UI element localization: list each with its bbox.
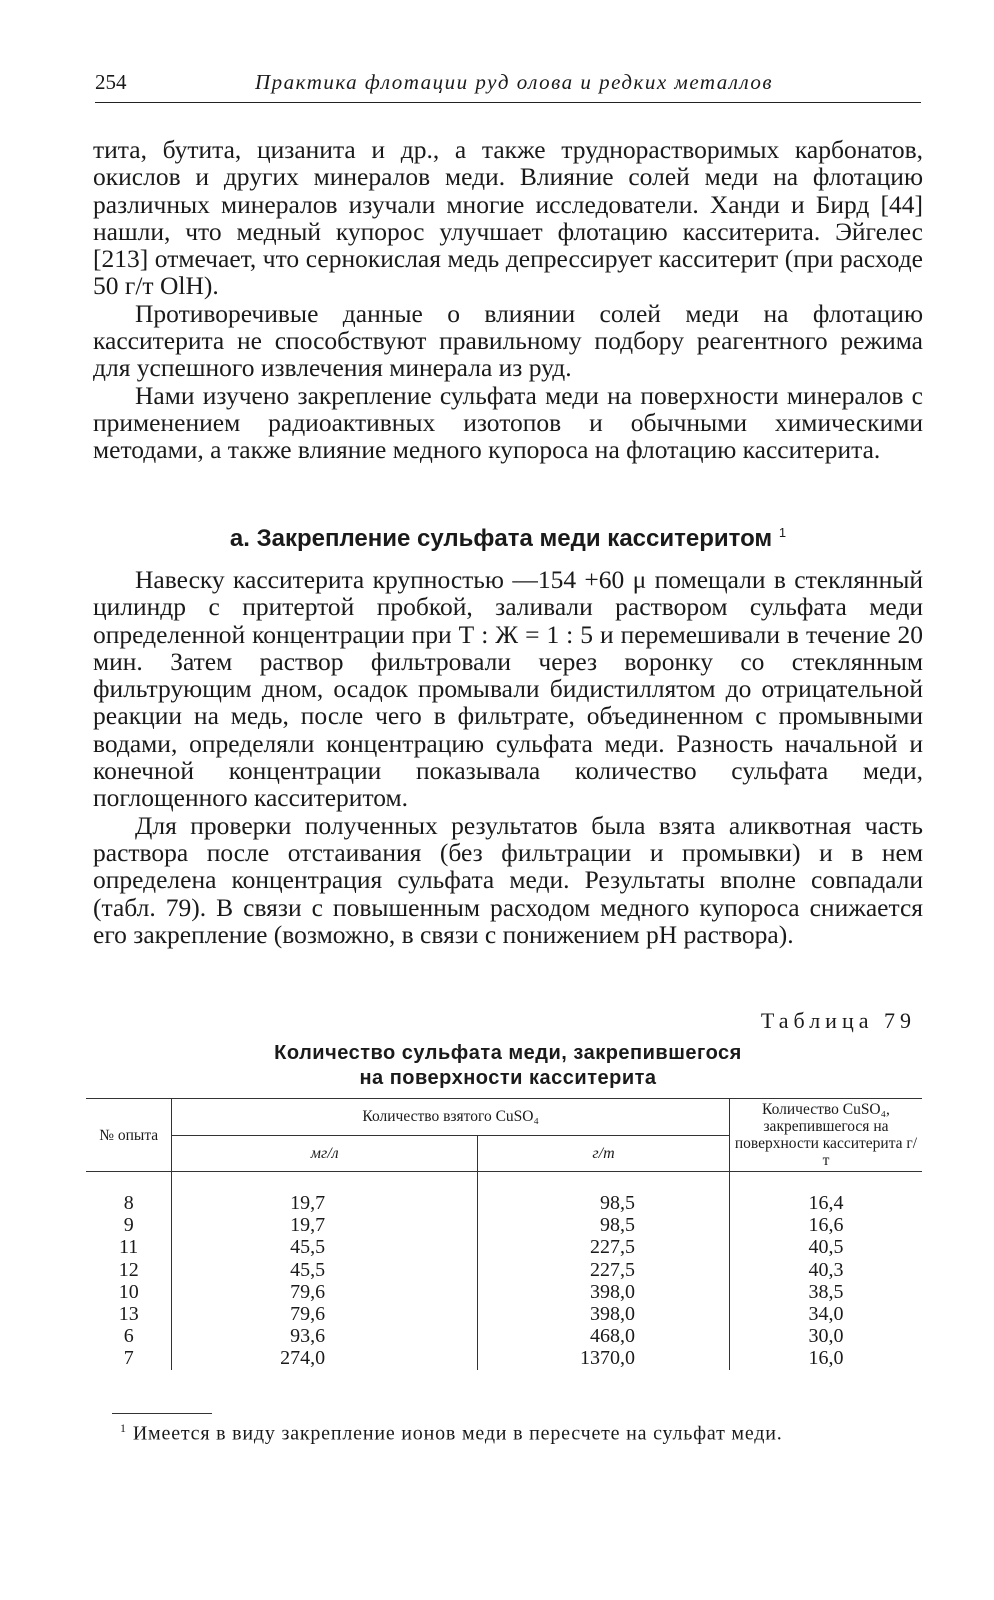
cell-fixed: 34,0 <box>729 1303 922 1325</box>
cell-mg-l: 93,6 <box>172 1325 478 1347</box>
paragraph: Навеску касситерита крупностью —154 +60 μ помещали в стеклянный цилиндр с притертой пробкой, заливали раствором сульфата меди определенной концентрации при Т : Ж = 1 : 5 и перемешивали в течение 20 мин. Затем раствор фильтровали через воронку со стеклянным фильтрующим дном, осадок промывали бидистиллятом до отрицательной реакции на медь, после чего в фильтрате, объединенном с промывными водами, определяли концентрацию сульфата меди. Разность начальной и конечной концентрации показывала количество сульфата меди, поглощенного касситеритом. <box>93 565 923 813</box>
paragraph: Для проверки полученных результатов была взята аликвотная часть раствора после отстаивания (без фильтрации и промывки) и в нем определена концентрация сульфата меди. Результаты вполне совпадали (табл. 79). В связи с повышенным расходом медного купороса снижается его закрепление (возможно, в связи с понижением pH раствора). <box>93 810 923 949</box>
cell-experiment: 8 <box>123 1192 134 1214</box>
cell-g-t: 1370,0 <box>478 1347 730 1369</box>
intro-text <box>93 136 923 464</box>
cell-mg-l: 79,6 <box>172 1281 478 1303</box>
cell-g-t: 398,0 <box>478 1281 730 1303</box>
paragraph: Нами изучено закрепление сульфата меди на поверхности минералов с применением радиоактивных изотопов и обычными химическими методами, а также влияние медного купороса на флотацию касситерита. <box>93 380 923 465</box>
cell-g-t: 227,5 <box>478 1236 730 1258</box>
cell-g-t: 98,5 <box>478 1172 730 1215</box>
table-row <box>86 1172 922 1215</box>
footnote <box>120 1421 920 1446</box>
table-row <box>86 1236 922 1258</box>
cell-g-t: 98,5 <box>478 1214 730 1236</box>
header-g-t: г/т <box>478 1135 730 1172</box>
cell-g-t: 468,0 <box>478 1325 730 1347</box>
cell-mg-l: 45,5 <box>172 1259 478 1281</box>
cell-mg-l: 19,7 <box>172 1172 478 1215</box>
table-row <box>86 1325 922 1347</box>
header-taken-group: Количество взятого CuSO₄ <box>172 1099 730 1136</box>
section-heading <box>93 525 923 553</box>
footnote-reference: 1 <box>778 525 787 540</box>
paragraph: Противоречивые данные о влиянии солей меди на флотацию касситерита не способствуют правильному подбору реагентного режима для успешного извлечения минерала из руд. <box>93 298 923 383</box>
cell-experiment: 11 <box>119 1236 139 1259</box>
cell-experiment: 13 <box>118 1303 139 1326</box>
cell-experiment: 7 <box>123 1347 134 1370</box>
running-head <box>95 62 921 103</box>
table-body <box>86 1172 922 1370</box>
table-caption <box>93 1041 923 1091</box>
cell-experiment: 10 <box>118 1280 139 1303</box>
cell-g-t: 398,0 <box>478 1303 730 1325</box>
table-row <box>86 1281 922 1303</box>
section-text <box>93 566 923 948</box>
page-number: 254 <box>95 70 127 94</box>
running-title: Практика флотации руд олова и редких металлов <box>255 70 773 94</box>
footnote-text: Имеется в виду закрепление ионов меди в пересчете на сульфат меди. <box>132 1422 783 1445</box>
cell-g-t: 227,5 <box>478 1259 730 1281</box>
table-row <box>86 1214 922 1236</box>
cell-experiment: 12 <box>118 1258 139 1281</box>
table-label: Таблица 79 <box>760 1008 916 1033</box>
header-fixed: Количество CuSO₄, закрепившегося на поверхности касситерита г/т <box>729 1099 922 1172</box>
cell-mg-l: 274,0 <box>172 1347 478 1369</box>
cell-fixed: 16,6 <box>729 1214 922 1236</box>
header-mg-l: мг/л <box>172 1135 478 1172</box>
cell-fixed: 30,0 <box>729 1325 922 1347</box>
cell-fixed: 38,5 <box>729 1281 922 1303</box>
table-caption-line: на поверхности касситерита <box>359 1067 657 1089</box>
cell-fixed: 40,5 <box>729 1236 922 1258</box>
cell-mg-l: 79,6 <box>172 1303 478 1325</box>
cell-mg-l: 45,5 <box>172 1236 478 1258</box>
data-table <box>86 1098 922 1370</box>
table-row <box>86 1259 922 1281</box>
cell-fixed: 16,0 <box>729 1347 922 1369</box>
header-experiment: № опыта <box>86 1099 172 1172</box>
table-caption-line: Количество сульфата меди, закрепившегося <box>274 1042 742 1064</box>
section-heading-text: а. Закрепление сульфата меди касситеритом <box>229 525 773 552</box>
cell-experiment: 9 <box>123 1214 134 1237</box>
footnote-rule <box>112 1413 212 1414</box>
cell-experiment: 6 <box>123 1325 134 1348</box>
table-row <box>86 1347 922 1369</box>
cell-mg-l: 19,7 <box>172 1214 478 1236</box>
cell-fixed: 16,4 <box>729 1172 922 1215</box>
paragraph: тита, бутита, цизанита и др., а также труднорастворимых карбонатов, окислов и других минералов меди. Влияние солей меди на флотацию различных минералов изучали многие исследователи. Ханди и Бирд [44] нашли, что медный купорос улучшает флотацию касситерита. Эйгелес [213] отмечает, что сернокислая медь депрессирует касситерит (при расходе 50 г/т OlH). <box>93 135 923 301</box>
table-row <box>86 1303 922 1325</box>
cell-fixed: 40,3 <box>729 1259 922 1281</box>
footnote-mark: 1 <box>120 1421 127 1435</box>
